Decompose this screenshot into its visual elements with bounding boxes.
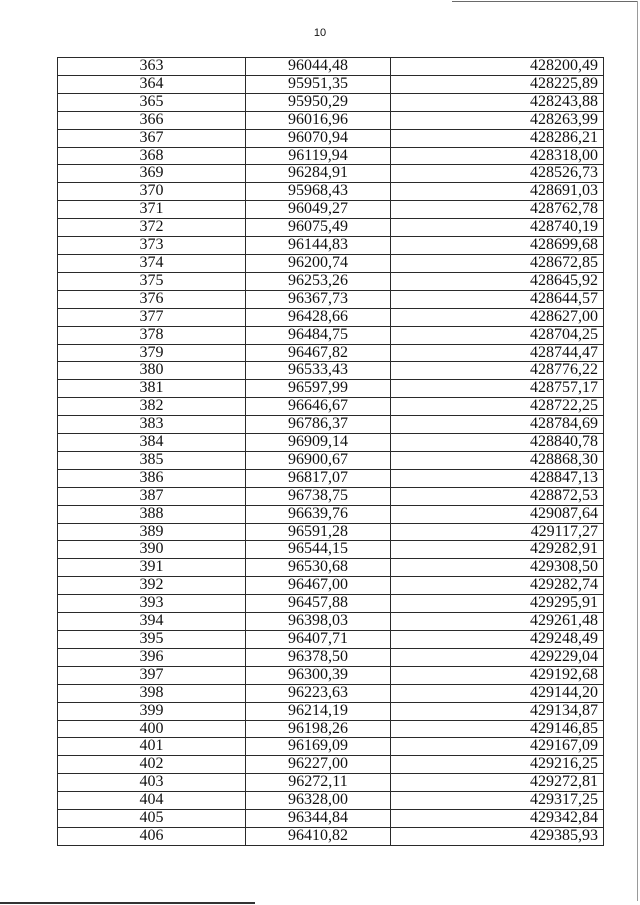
table-row [58,75,604,93]
point-number-cell: 390 [58,541,246,559]
y-coordinate-cell: 429308,50 [391,559,604,577]
table-row [58,416,604,434]
x-coordinate-cell: 96253,26 [246,272,391,290]
point-number-cell: 404 [58,792,246,810]
y-coordinate-cell: 429272,81 [391,774,604,792]
x-coordinate-cell: 96214,19 [246,702,391,720]
x-coordinate-cell: 96198,26 [246,720,391,738]
point-number-cell: 384 [58,434,246,452]
page-number: 10 [313,27,327,39]
y-coordinate-cell: 429134,87 [391,702,604,720]
table-row [58,827,604,845]
table-row [58,684,604,702]
y-coordinate-cell: 429282,74 [391,577,604,595]
table-row [58,58,604,76]
y-coordinate-cell: 428699,68 [391,237,604,255]
table-row [58,201,604,219]
table-row [58,308,604,326]
table-row [58,577,604,595]
x-coordinate-cell: 96223,63 [246,684,391,702]
x-coordinate-cell: 96044,48 [246,58,391,76]
point-number-cell: 371 [58,201,246,219]
y-coordinate-cell: 428526,73 [391,165,604,183]
point-number-cell: 393 [58,595,246,613]
x-coordinate-cell: 96169,09 [246,738,391,756]
y-coordinate-cell: 428644,57 [391,290,604,308]
y-coordinate-cell: 428704,25 [391,326,604,344]
y-coordinate-cell: 429229,04 [391,648,604,666]
y-coordinate-cell: 428263,99 [391,111,604,129]
y-coordinate-cell: 428744,47 [391,344,604,362]
x-coordinate-cell: 96119,94 [246,147,391,165]
point-number-cell: 370 [58,183,246,201]
point-number-cell: 405 [58,810,246,828]
y-coordinate-cell: 429087,64 [391,505,604,523]
table-row [58,344,604,362]
point-number-cell: 403 [58,774,246,792]
y-coordinate-cell: 428784,69 [391,416,604,434]
y-coordinate-cell: 428722,25 [391,398,604,416]
point-number-cell: 378 [58,326,246,344]
point-number-cell: 386 [58,469,246,487]
y-coordinate-cell: 428286,21 [391,129,604,147]
y-coordinate-cell: 428757,17 [391,380,604,398]
table-row [58,702,604,720]
y-coordinate-cell: 429167,09 [391,738,604,756]
y-coordinate-cell: 429342,84 [391,810,604,828]
x-coordinate-cell: 96300,39 [246,666,391,684]
y-coordinate-cell: 429261,48 [391,613,604,631]
point-number-cell: 379 [58,344,246,362]
point-number-cell: 376 [58,290,246,308]
y-coordinate-cell: 429146,85 [391,720,604,738]
x-coordinate-cell: 95950,29 [246,93,391,111]
x-coordinate-cell: 96016,96 [246,111,391,129]
point-number-cell: 372 [58,219,246,237]
x-coordinate-cell: 96428,66 [246,308,391,326]
point-number-cell: 402 [58,756,246,774]
y-coordinate-cell: 429144,20 [391,684,604,702]
y-coordinate-cell: 428645,92 [391,272,604,290]
table-row [58,541,604,559]
x-coordinate-cell: 96530,68 [246,559,391,577]
table-row [58,792,604,810]
table-row [58,487,604,505]
y-coordinate-cell: 428672,85 [391,254,604,272]
point-number-cell: 406 [58,827,246,845]
table-row [58,613,604,631]
point-number-cell: 400 [58,720,246,738]
scan-edge-line-right [637,1,638,901]
table-row [58,272,604,290]
scan-edge-line-top [452,1,638,2]
y-coordinate-cell: 428776,22 [391,362,604,380]
table-row [58,237,604,255]
point-number-cell: 395 [58,631,246,649]
y-coordinate-cell: 428318,00 [391,147,604,165]
point-number-cell: 397 [58,666,246,684]
table-row [58,595,604,613]
table-row [58,559,604,577]
table-row [58,451,604,469]
table-row [58,219,604,237]
table-row [58,631,604,649]
table-row [58,648,604,666]
table-row [58,165,604,183]
point-number-cell: 399 [58,702,246,720]
point-number-cell: 375 [58,272,246,290]
y-coordinate-cell: 428243,88 [391,93,604,111]
y-coordinate-cell: 428872,53 [391,487,604,505]
footnote-separator-line [0,902,255,904]
x-coordinate-cell: 95951,35 [246,75,391,93]
point-number-cell: 396 [58,648,246,666]
point-number-cell: 391 [58,559,246,577]
y-coordinate-cell: 429317,25 [391,792,604,810]
y-coordinate-cell: 428200,49 [391,58,604,76]
point-number-cell: 382 [58,398,246,416]
point-number-cell: 398 [58,684,246,702]
y-coordinate-cell: 428840,78 [391,434,604,452]
point-number-cell: 394 [58,613,246,631]
point-number-cell: 377 [58,308,246,326]
table-row [58,129,604,147]
x-coordinate-cell: 96367,73 [246,290,391,308]
x-coordinate-cell: 96900,67 [246,451,391,469]
point-number-cell: 380 [58,362,246,380]
point-number-cell: 383 [58,416,246,434]
y-coordinate-cell: 429216,25 [391,756,604,774]
point-number-cell: 385 [58,451,246,469]
y-coordinate-cell: 429117,27 [391,523,604,541]
point-number-cell: 389 [58,523,246,541]
table-row [58,774,604,792]
x-coordinate-cell: 96200,74 [246,254,391,272]
table-row [58,254,604,272]
x-coordinate-cell: 96909,14 [246,434,391,452]
y-coordinate-cell: 429282,91 [391,541,604,559]
point-number-cell: 365 [58,93,246,111]
point-number-cell: 387 [58,487,246,505]
y-coordinate-cell: 428847,13 [391,469,604,487]
point-number-cell: 401 [58,738,246,756]
table-row [58,469,604,487]
table-row [58,738,604,756]
x-coordinate-cell: 96467,82 [246,344,391,362]
x-coordinate-cell: 96227,00 [246,756,391,774]
x-coordinate-cell: 96639,76 [246,505,391,523]
table-row [58,810,604,828]
point-number-cell: 369 [58,165,246,183]
y-coordinate-cell: 429248,49 [391,631,604,649]
table-row [58,362,604,380]
table-row [58,326,604,344]
x-coordinate-cell: 96591,28 [246,523,391,541]
point-number-cell: 363 [58,58,246,76]
x-coordinate-cell: 96533,43 [246,362,391,380]
x-coordinate-cell: 95968,43 [246,183,391,201]
x-coordinate-cell: 96407,71 [246,631,391,649]
coordinates-table [57,57,604,846]
table-row [58,720,604,738]
x-coordinate-cell: 96457,88 [246,595,391,613]
point-number-cell: 392 [58,577,246,595]
x-coordinate-cell: 96467,00 [246,577,391,595]
table-row [58,147,604,165]
x-coordinate-cell: 96344,84 [246,810,391,828]
x-coordinate-cell: 96328,00 [246,792,391,810]
x-coordinate-cell: 96484,75 [246,326,391,344]
x-coordinate-cell: 96786,37 [246,416,391,434]
point-number-cell: 368 [58,147,246,165]
x-coordinate-cell: 96410,82 [246,827,391,845]
x-coordinate-cell: 96544,15 [246,541,391,559]
x-coordinate-cell: 96284,91 [246,165,391,183]
table-row [58,756,604,774]
x-coordinate-cell: 96049,27 [246,201,391,219]
table-row [58,398,604,416]
y-coordinate-cell: 429295,91 [391,595,604,613]
table-row [58,523,604,541]
table-row [58,380,604,398]
table-row [58,183,604,201]
x-coordinate-cell: 96398,03 [246,613,391,631]
y-coordinate-cell: 429192,68 [391,666,604,684]
point-number-cell: 388 [58,505,246,523]
x-coordinate-cell: 96272,11 [246,774,391,792]
y-coordinate-cell: 429385,93 [391,827,604,845]
x-coordinate-cell: 96075,49 [246,219,391,237]
y-coordinate-cell: 428691,03 [391,183,604,201]
table-row [58,290,604,308]
table-row [58,505,604,523]
y-coordinate-cell: 428740,19 [391,219,604,237]
point-number-cell: 381 [58,380,246,398]
point-number-cell: 366 [58,111,246,129]
table-row [58,666,604,684]
y-coordinate-cell: 428225,89 [391,75,604,93]
x-coordinate-cell: 96817,07 [246,469,391,487]
y-coordinate-cell: 428627,00 [391,308,604,326]
x-coordinate-cell: 96597,99 [246,380,391,398]
point-number-cell: 373 [58,237,246,255]
table-row [58,111,604,129]
x-coordinate-cell: 96378,50 [246,648,391,666]
x-coordinate-cell: 96070,94 [246,129,391,147]
x-coordinate-cell: 96646,67 [246,398,391,416]
x-coordinate-cell: 96144,83 [246,237,391,255]
point-number-cell: 367 [58,129,246,147]
y-coordinate-cell: 428762,78 [391,201,604,219]
y-coordinate-cell: 428868,30 [391,451,604,469]
point-number-cell: 364 [58,75,246,93]
table-row [58,93,604,111]
table-row [58,434,604,452]
point-number-cell: 374 [58,254,246,272]
x-coordinate-cell: 96738,75 [246,487,391,505]
